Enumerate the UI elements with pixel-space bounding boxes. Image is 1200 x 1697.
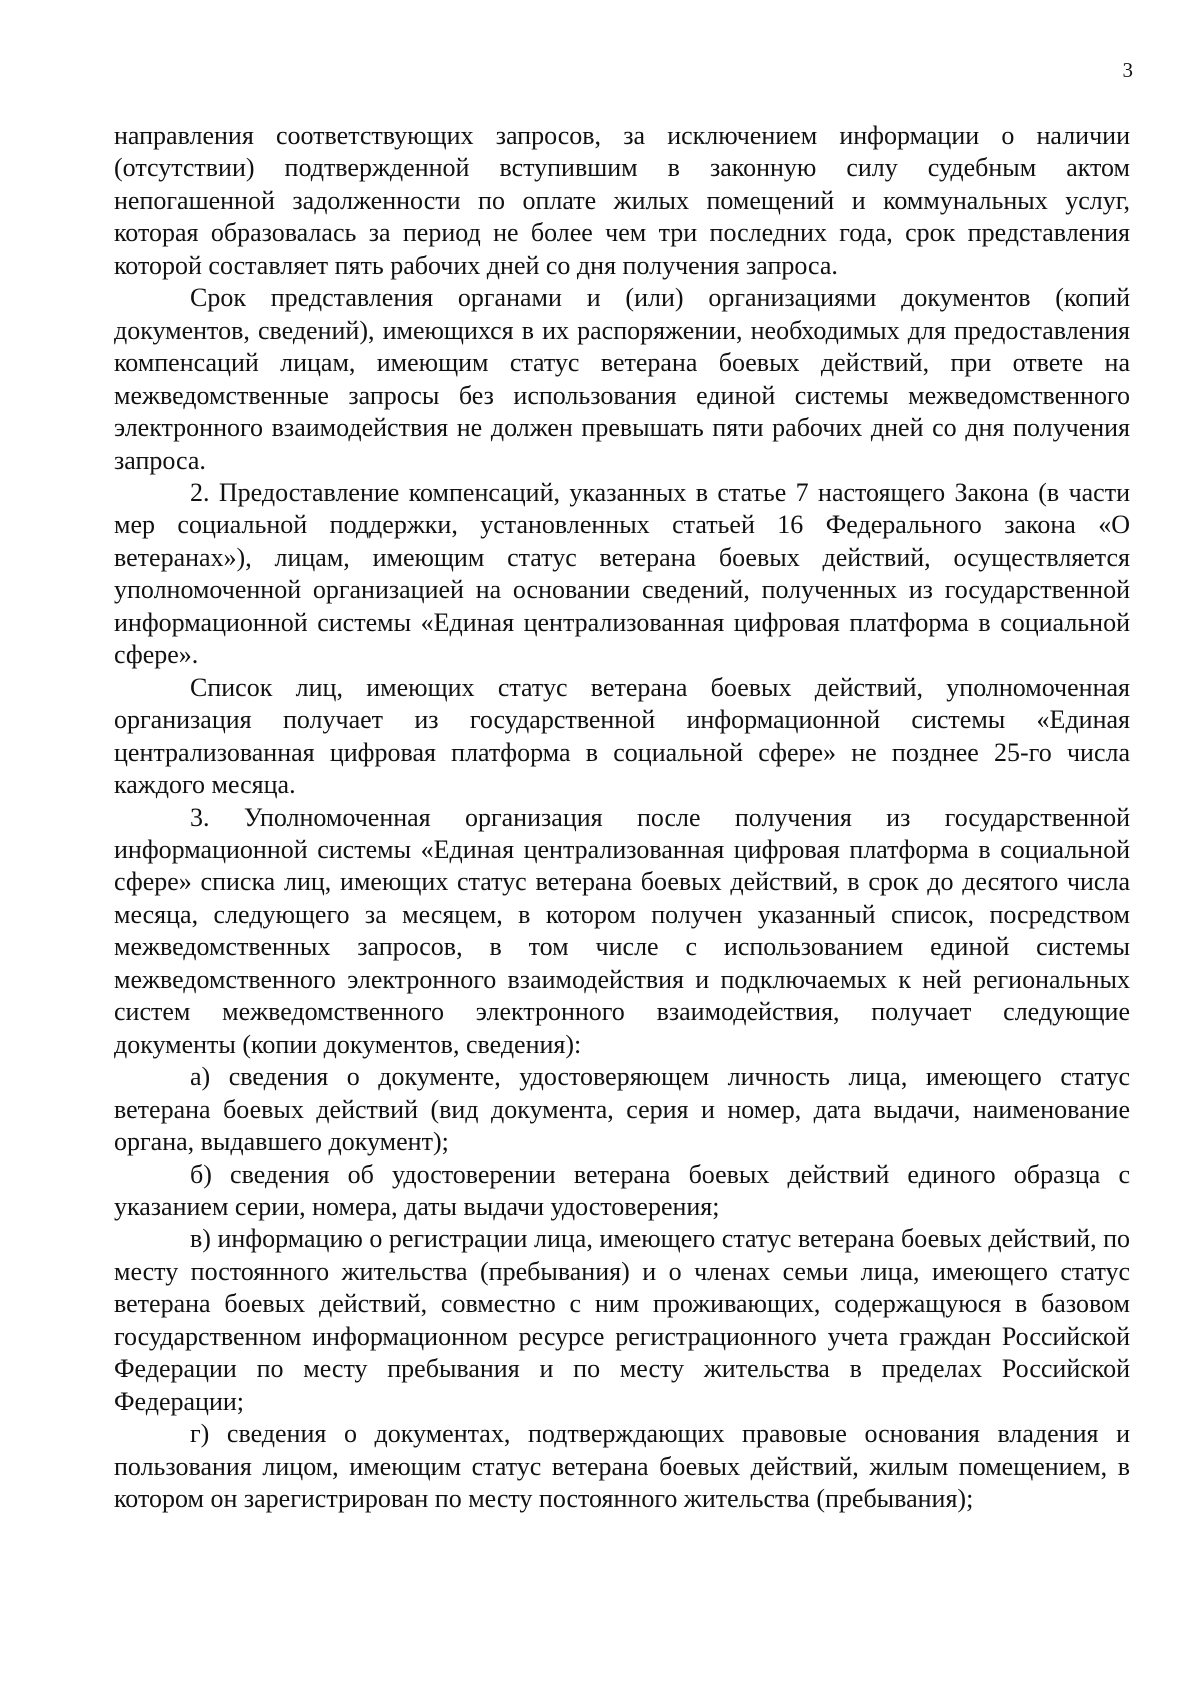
paragraph-deadline: Срок представления органами и (или) организациями документов (копий документов, сведений), имеющихся в их распоряжении, необходимых для предоставления компенсаций лицам, имеющим статус ветерана боевых действий, при ответе на межведомственные запросы без использования единой системы межведомственного электронного взаимодействия не должен превышать пяти рабочих дней со дня получения запроса. [114, 283, 1130, 475]
document-body [114, 120, 1130, 1515]
paragraph-subitem-v: в) информацию о регистрации лица, имеющего статус ветерана боевых действий, по месту постоянного жительства (пребывания) и о членах семьи лица, имеющего статус ветерана боевых действий, совместно с ним проживающих, содержащуюся в базовом государственном информационном ресурсе регистрационного учета граждан Российской Федерации по месту пребывания и по месту жительства в пределах Российской Федерации; [114, 1224, 1130, 1416]
paragraph-item-2: 2. Предоставление компенсаций, указанных в статье 7 настоящего Закона (в части мер социальной поддержки, установленных статьей 16 Федерального закона «О ветеранах»), лицам, имеющим статус ветерана боевых действий, осуществляется уполномоченной организацией на основании сведений, полученных из государственной информационной системы «Единая централизованная цифровая платформа в социальной сфере». [114, 477, 1130, 670]
paragraph-item-3: 3. Уполномоченная организация после получения из государственной информационной системы «Единая централизованная цифровая платформа в социальной сфере» списка лиц, имеющих статус ветерана боевых действий, в срок до десятого числа месяца, следующего за месяцем, в котором получен указанный список, посредством межведомственных запросов, в том числе с использованием единой системы межведомственного электронного взаимодействия и подключаемых к ней региональных систем межведомственного электронного взаимодействия, получает следующие документы (копии документов, сведения): [114, 802, 1130, 1059]
paragraph-subitem-a: а) сведения о документе, удостоверяющем личность лица, имеющего статус ветерана боевых действий (вид документа, серия и номер, дата выдачи, наименование органа, выдавшего документ); [114, 1062, 1130, 1157]
paragraph-subitem-b: б) сведения об удостоверении ветерана боевых действий единого образца с указанием серии, номера, даты выдачи удостоверения; [114, 1159, 1130, 1221]
paragraph-continuation: направления соответствующих запросов, за исключением информации о наличии (отсутствии) подтвержденной вступившим в законную силу судебным актом непогашенной задолженности по оплате жилых помещений и коммунальных услуг, которая образовалась за период не более чем три последних года, срок представления которой составляет пять рабочих дней со дня получения запроса. [114, 121, 1130, 280]
paragraph-list-of-persons: Список лиц, имеющих статус ветерана боевых действий, уполномоченная организация получает из государственной информационной системы «Единая централизованная цифровая платформа в социальной сфере» не позднее 25-го числа каждого месяца. [114, 672, 1130, 800]
page-number: 3 [1122, 58, 1133, 82]
paragraph-subitem-g: г) сведения о документах, подтверждающих правовые основания владения и пользования лицом, имеющим статус ветерана боевых действий, жилым помещением, в котором он зарегистрирован по месту постоянного жительства (пребывания); [114, 1419, 1130, 1514]
